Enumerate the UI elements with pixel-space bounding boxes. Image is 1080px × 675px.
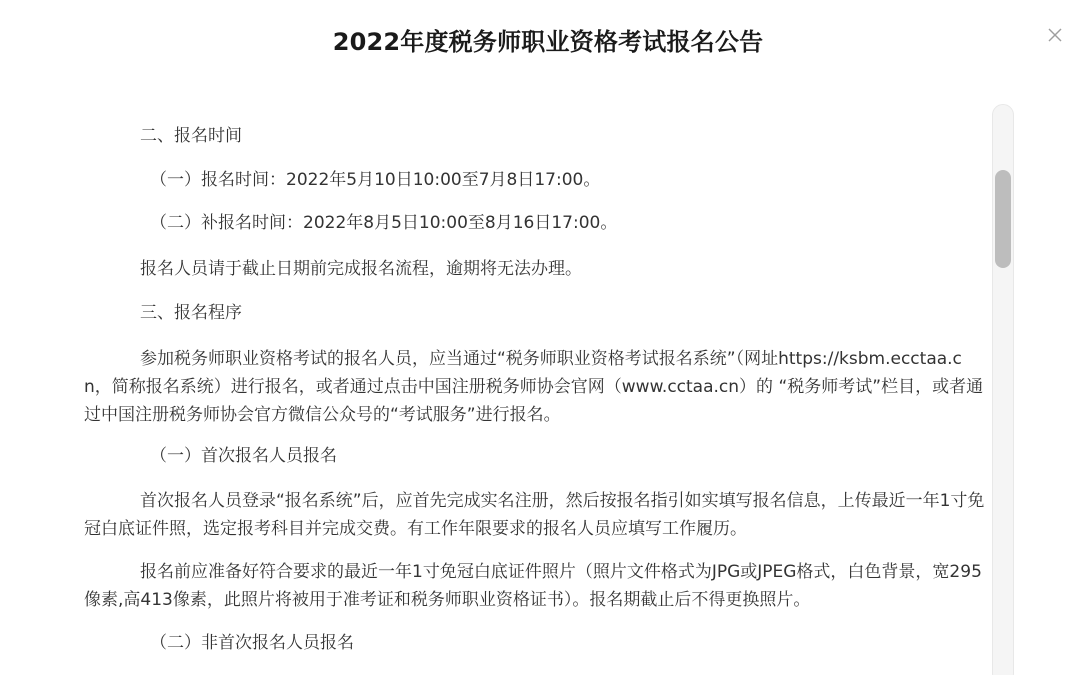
deadline-notice: 报名人员请于截止日期前完成报名流程，逾期将无法办理。: [140, 259, 582, 279]
announcement-content: [0, 110, 1000, 675]
registration-period: （一）报名时间：2022年5月10日10:00至7月8日17:00。: [150, 170, 601, 190]
close-button[interactable]: [1040, 20, 1070, 50]
supplementary-registration-period: （二）补报名时间：2022年8月5日10:00至8月16日17:00。: [150, 213, 618, 233]
section-heading-registration-time: 二、报名时间: [140, 126, 242, 146]
subheading-first-time-registrants: （一）首次报名人员报名: [150, 446, 337, 466]
section-heading-registration-procedure: 三、报名程序: [140, 303, 242, 323]
subheading-returning-registrants: （二）非首次报名人员报名: [150, 633, 354, 653]
dialog-title: 2022年度税务师职业资格考试报名公告: [332, 28, 764, 56]
photo-requirements: 报名前应准备好符合要求的最近一年1寸免冠白底证件照片（照片文件格式为JPG或JPEG格式，白色背景，宽295像素,高413像素，此照片将被用于准考证和税务师职业资格证书）。报名期截止后不得更换照片。: [84, 562, 982, 610]
first-time-registration-instructions: 首次报名人员登录“报名系统”后，应首先完成实名注册，然后按报名指引如实填写报名信息，上传最近一年1寸免冠白底证件照，选定报考科目并完成交费。有工作年限要求的报名人员应填写工作履历。: [84, 491, 985, 539]
registration-channels: 参加税务师职业资格考试的报名人员，应当通过“税务师职业资格考试报名系统”（网址https://ksbm.ecctaa.cn，简称报名系统）进行报名，或者通过点击中国注册税务师协会官网（www.cctaa.cn）的 “税务师考试”栏目，或者通过中国注册税务师协会官方微信公众号的“考试服务”进行报名。: [84, 349, 984, 425]
close-icon: [1040, 20, 1070, 50]
scrollbar-thumb[interactable]: [995, 170, 1011, 268]
